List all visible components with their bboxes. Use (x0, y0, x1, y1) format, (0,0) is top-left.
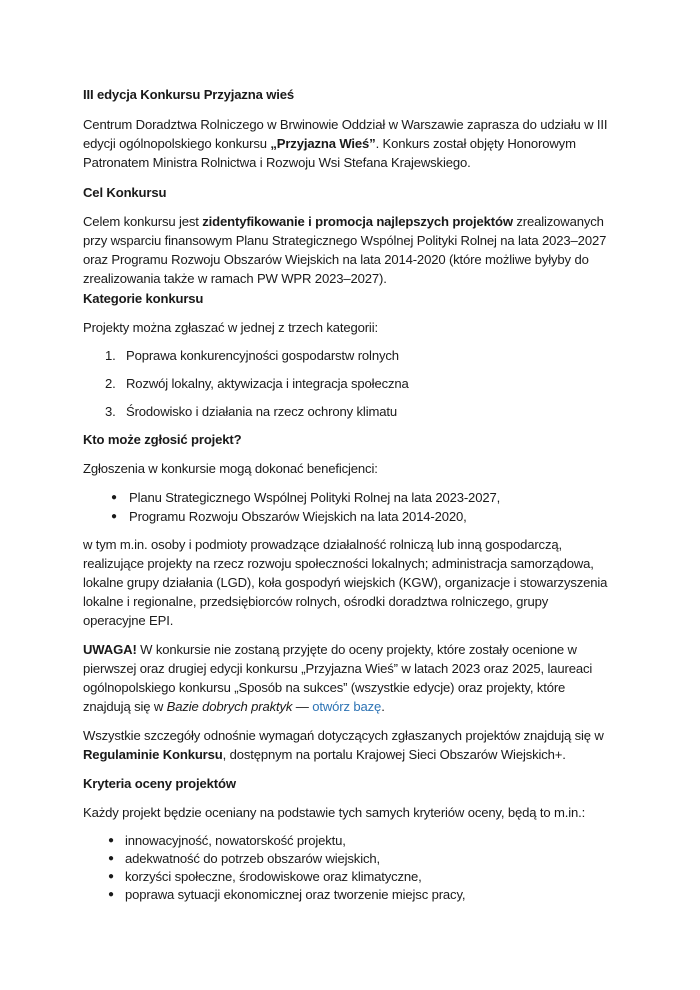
eligibility-line-5: operacyjne EPI. (83, 613, 174, 628)
bullet-icon: ● (108, 835, 114, 846)
goal-line-3: oraz Programu Rozwoju Obszarów Wiejskich na lata 2014-2020 (które możliwe byłyby do (83, 252, 589, 267)
eligibility-intro: Zgłoszenia w konkursie mogą dokonać beneficjenci: (83, 461, 378, 476)
bullet-icon: ● (108, 889, 114, 900)
eligibility-line-3: lokalne grupy działania (LGD), koła gospodyń wiejskich (KGW), organizacje i stowarzyszenia (83, 575, 608, 590)
criteria-intro: Każdy projekt będzie oceniany na podstawie tych samych kryteriów oceny, będą to m.in.: (83, 805, 586, 820)
eligibility-bullet: ● Programu Rozwoju Obszarów Wiejskich na lata 2014-2020, (83, 507, 643, 527)
warning-line-1: UWAGA! W konkursie nie zostaną przyjęte do oceny projekty, które zostały ocenione w (83, 642, 577, 657)
criteria-bullet: ● adekwatność do potrzeb obszarów wiejskich, (83, 849, 643, 869)
eligibility-line-4: lokalne i regionalne, przedsiębiorców rolnych, ośrodki doradztwa rolniczego, grupy (83, 594, 549, 609)
contest-name: „Przyjazna Wieś” (270, 136, 376, 151)
eligibility-line-1: w tym m.in. osoby i podmioty prowadzące działalność rolniczą lub inną gospodarczą, (83, 537, 562, 552)
categories-intro: Projekty można zgłaszać w jednej z trzech kategorii: (83, 320, 378, 335)
criteria-bullet: ● innowacyjność, nowatorskość projektu, (83, 831, 643, 851)
document-title: III edycja Konkursu Przyjazna wieś (83, 87, 295, 102)
eligibility-heading: Kto może zgłosić projekt? (83, 432, 242, 447)
criteria-heading: Kryteria oceny projektów (83, 776, 236, 791)
rules-line-1: Wszystkie szczegóły odnośnie wymagań dotyczących zgłaszanych projektów znajdują się w (83, 728, 604, 743)
category-item: 2. Rozwój lokalny, aktywizacja i integracja społeczna (105, 376, 409, 391)
warning-line-3: ogólnopolskiego konkursu „Sposób na sukces” (wszystkie edycje) oraz projekty, które (83, 680, 566, 695)
intro-line-1: Centrum Doradztwa Rolniczego w Brwinowie Oddział w Warszawie zaprasza do udziału w III (83, 117, 608, 132)
warning-line-4: znajdują się w Bazie dobrych praktyk — otwórz bazę. (83, 699, 385, 714)
goal-line-1: Celem konkursu jest zidentyfikowanie i promocja najlepszych projektów zrealizowanych (83, 214, 604, 229)
category-item: 3. Środowisko i działania na rzecz ochrony klimatu (105, 404, 397, 419)
bullet-icon: ● (108, 853, 114, 864)
criteria-bullet: ● korzyści społeczne, środowiskowe oraz klimatyczne, (83, 867, 643, 887)
goal-line-4: zrealizowania także w ramach PW WPR 2023–2027). (83, 271, 387, 286)
eligibility-line-2: realizujące projekty na rzecz rozwoju społeczności lokalnych; administracja samorządowa, (83, 556, 594, 571)
goal-heading: Cel Konkursu (83, 185, 167, 200)
rules-line-2: Regulaminie Konkursu, dostępnym na portalu Krajowej Sieci Obszarów Wiejskich+. (83, 747, 566, 762)
bullet-icon: ● (111, 511, 117, 522)
eligibility-bullet: ● Planu Strategicznego Wspólnej Polityki Rolnej na lata 2023-2027, (83, 488, 643, 508)
bullet-icon: ● (111, 492, 117, 503)
open-database-link[interactable]: otwórz bazę (312, 699, 382, 714)
intro-line-3: Patronatem Ministra Rolnictwa i Rozwoju Wsi Stefana Krajewskiego. (83, 155, 471, 170)
categories-heading: Kategorie konkursu (83, 291, 204, 306)
warning-line-2: pierwszej oraz drugiej edycji konkursu „Przyjazna Wieś” w latach 2023 oraz 2025, laureaci (83, 661, 593, 676)
regulations-reference: Regulaminie Konkursu (83, 747, 223, 762)
warning-label: UWAGA! (83, 642, 137, 657)
category-item: 1. Poprawa konkurencyjności gospodarstw rolnych (105, 348, 399, 363)
bullet-icon: ● (108, 871, 114, 882)
intro-line-2: edycji ogólnopolskiego konkursu „Przyjazna Wieś”. Konkurs został objęty Honorowym (83, 136, 576, 151)
criteria-bullet: ● poprawa sytuacji ekonomicznej oraz tworzenie miejsc pracy, (83, 885, 643, 905)
goal-line-2: przy wsparciu finansowym Planu Strategicznego Wspólnej Polityki Rolnej na lata 2023–2027 (83, 233, 607, 248)
